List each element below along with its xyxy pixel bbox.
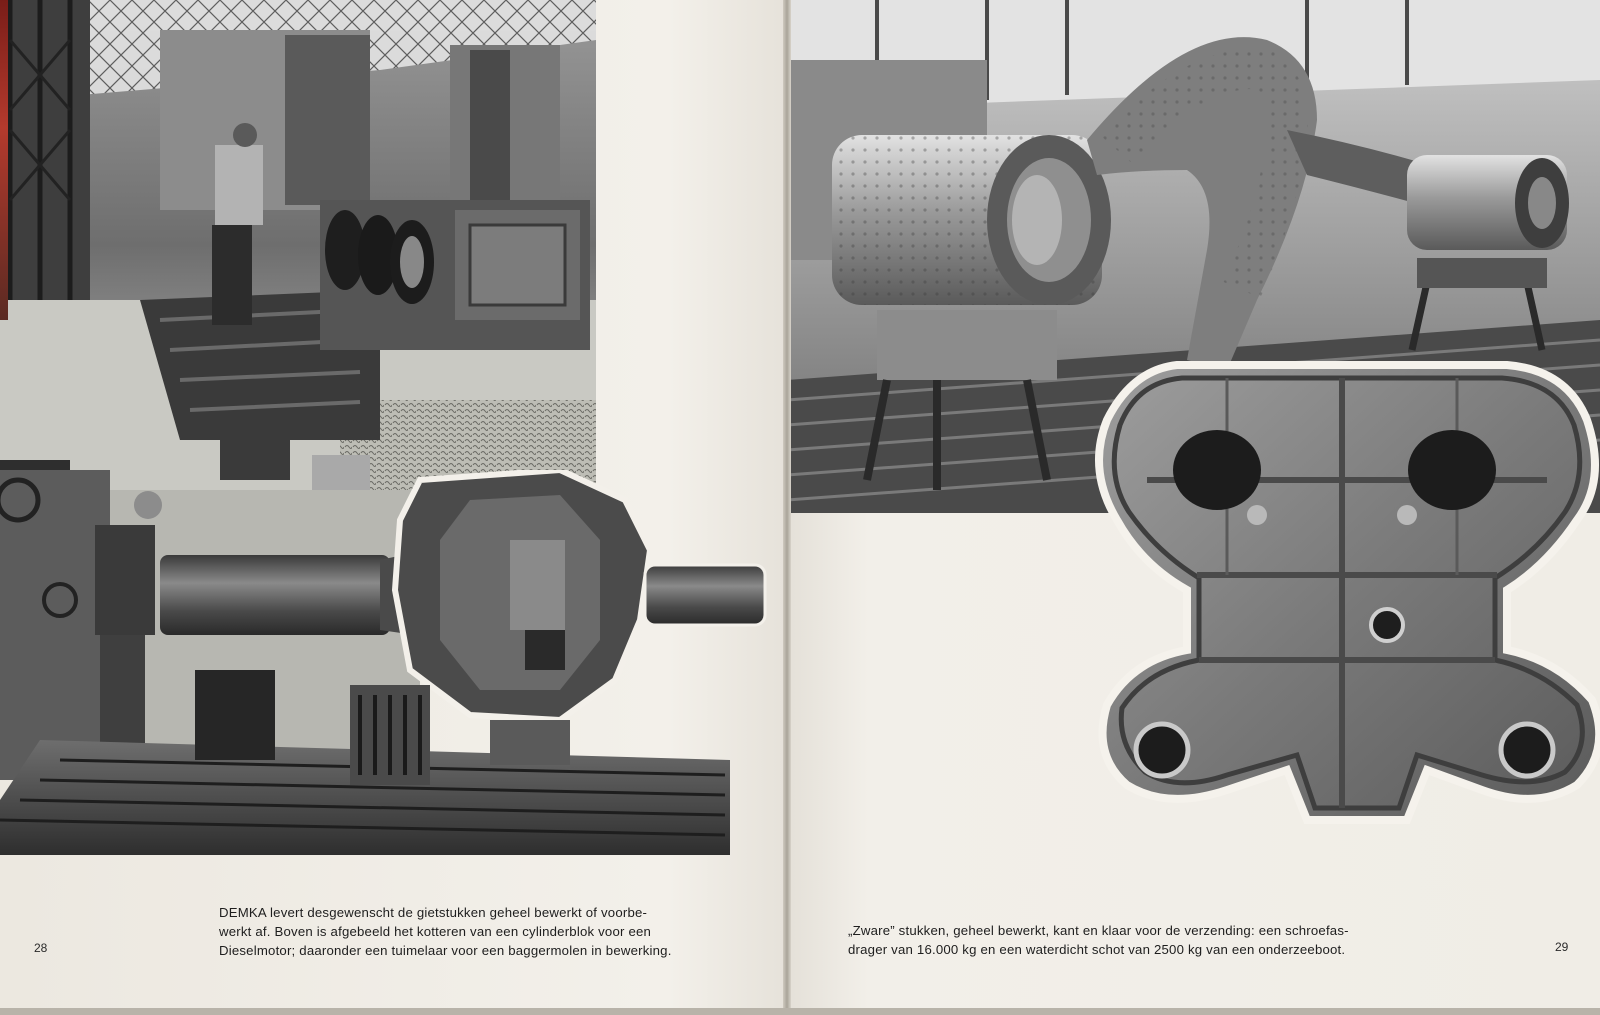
left-caption-line: Dieselmotor; daaronder een tuimelaar voor een baggermolen in bewerking.	[219, 943, 672, 958]
book-cover-edge	[0, 0, 8, 320]
right-page-number: 29	[1555, 940, 1569, 954]
photo-cylinder-block-boring	[0, 0, 596, 490]
photo-watertight-bulkhead	[1087, 360, 1600, 850]
right-caption	[848, 921, 1428, 959]
book-gutter	[783, 0, 791, 1015]
right-page	[787, 0, 1600, 1012]
left-caption	[219, 903, 729, 960]
left-page-number: 28	[34, 941, 48, 955]
left-caption-line: werkt af. Boven is afgebeeld het kotteren van een cylinderblok voor een	[219, 924, 652, 939]
right-caption-line: drager van 16.000 kg en een waterdicht schot van 2500 kg van een onderzeeboot.	[848, 942, 1346, 957]
left-page	[0, 0, 786, 1012]
left-caption-line: DEMKA levert desgewenscht de gietstukken geheel bewerkt of voorbe-	[219, 905, 648, 920]
page-edge	[0, 1008, 1600, 1015]
right-caption-line: „Zware” stukken, geheel bewerkt, kant en klaar voor de verzending: een schroefas-	[848, 923, 1349, 938]
photo-rocker-arm-machining	[0, 470, 730, 870]
